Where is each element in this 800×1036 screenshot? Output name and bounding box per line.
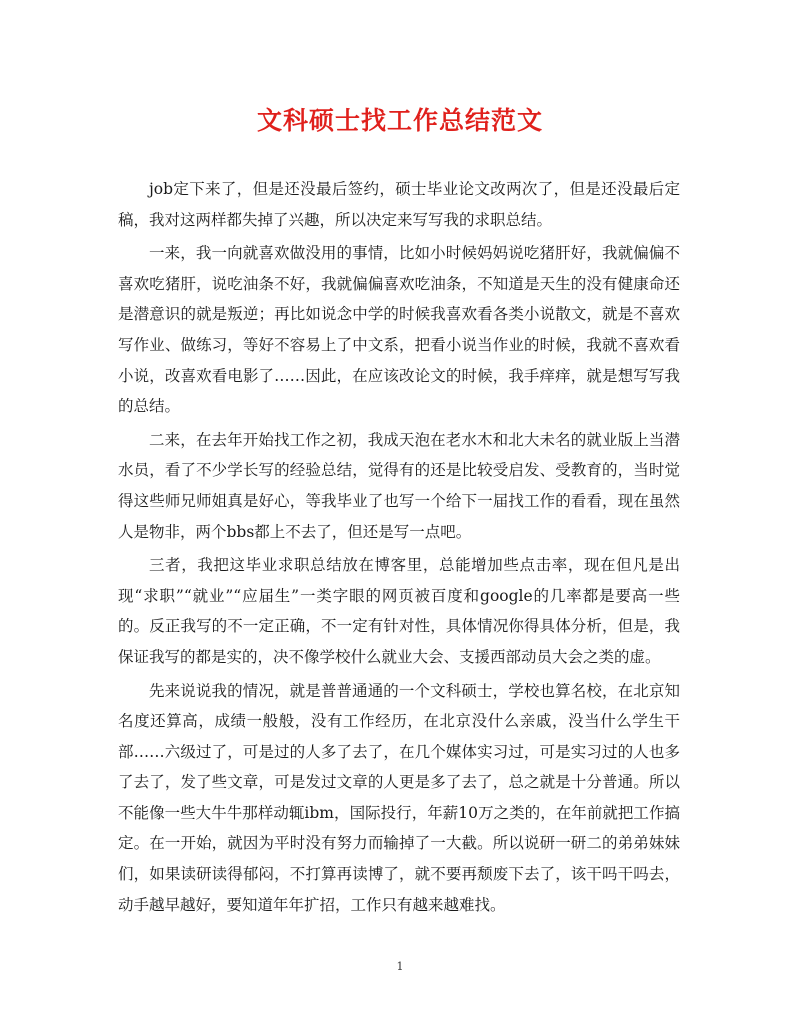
paragraph-4: 三者，我把这毕业求职总结放在博客里，总能增加些点击率，现在但凡是出现“求职”“就业”“应届生”一类字眼的网页被百度和google的几率都是要高一些的。反正我写的不一定正确，不一定有针对性，具体情况你得具体分析，但是，我保证我写的都是实的，决不像学校什么就业大会、支援西部动员大会之类的虚。 [118, 556, 680, 666]
page-number: 1 [396, 960, 404, 973]
paragraph-3: 二来，在去年开始找工作之初，我成天泡在老水木和北大未名的就业版上当潜水员，看了不少学长写的经验总结，觉得有的还是比较受启发、受教育的，当时觉得这些师兄师姐真是好心，等我毕业了也写一个给下一届找工作的看看，现在虽然人是物非，两个bbs都上不去了，但还是写一点吧。 [118, 430, 680, 541]
document-body [118, 174, 680, 923]
paragraph-5: 先来说说我的情况，就是普普通通的一个文科硕士，学校也算名校，在北京知名度还算高，成绩一般般，没有工作经历，在北京没什么亲戚，没当什么学生干部……六级过了，可是过的人多了去了，在几个媒体实习过，可是实习过的人也多了去了，发了些文章，可是发过文章的人更是多了去了，总之就是十分普通。所以不能像一些大牛牛那样动辄ibm，国际投行，年薪10万之类的，在年前就把工作搞定。在一开始，就因为平时没有努力而输掉了一大截。所以说研一研二的弟弟妹妹们，如果读研读得郁闷，不打算再读博了，就不要再颓废下去了，该干吗干吗去，动手越早越好，要知道年年扩招，工作只有越来越难找。 [118, 681, 680, 914]
paragraph-2: 一来，我一向就喜欢做没用的事情，比如小时候妈妈说吃猪肝好，我就偏偏不喜欢吃猪肝，说吃油条不好，我就偏偏喜欢吃油条，不知道是天生的没有健康命还是潜意识的就是叛逆；再比如说念中学的时候我喜欢看各类小说散文，就是不喜欢写作业、做练习，等好不容易上了中文系，把看小说当作业的时候，我就不喜欢看小说，改喜欢看电影了……因此，在应该改论文的时候，我手痒痒，就是想写写我的总结。 [118, 244, 680, 416]
page-title: 文科硕士找工作总结范文 [256, 106, 543, 135]
paragraph-1: job定下来了，但是还没最后签约，硕士毕业论文改两次了，但是还没最后定稿，我对这两样都失掉了兴趣，所以决定来写写我的求职总结。 [118, 180, 680, 229]
